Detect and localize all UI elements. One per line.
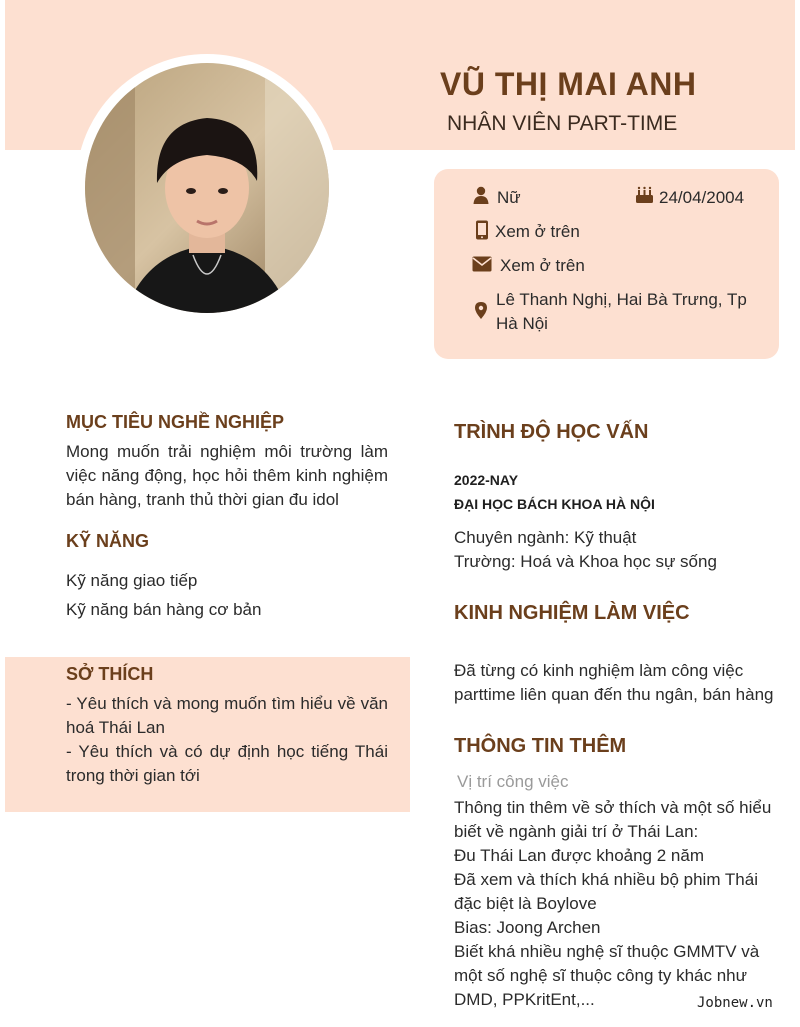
phone-row: [475, 220, 580, 244]
user-icon: [473, 186, 491, 204]
extra-info-line-1: Thông tin thêm về sở thích và một số hiểu biết về ngành giải trí ở Thái Lan:: [454, 798, 772, 841]
skills-title: KỸ NĂNG: [66, 531, 150, 551]
education-period: 2022-NAY: [454, 472, 519, 488]
extra-info-title: THÔNG TIN THÊM: [454, 735, 627, 757]
avatar: [85, 63, 329, 313]
hobby-item-1: - Yêu thích và mong muốn tìm hiểu về văn hoá Thái Lan: [66, 694, 388, 737]
experience-title: KINH NGHIỆM LÀM VIỆC: [454, 602, 690, 624]
objective-text: Mong muốn trải nghiệm môi trường làm việc năng động, học hỏi thêm kinh nghiệm bán hàng, tranh thủ thời gian đu idol: [66, 442, 388, 509]
experience-text: Đã từng có kinh nghiệm làm công việc parttime liên quan đến thu ngân, bán hàng: [454, 661, 774, 704]
gender-text: Nữ: [497, 188, 521, 207]
envelope-icon: [472, 254, 494, 272]
extra-info-line-4: Bias: Joong Archen: [454, 918, 601, 937]
email-text: Xem ở trên: [500, 256, 585, 275]
education-major: Chuyên ngành: Kỹ thuật: [454, 528, 637, 547]
candidate-name: VŨ THỊ MAI ANH: [440, 66, 697, 102]
phone-text: Xem ở trên: [495, 222, 580, 241]
email-row: [472, 254, 585, 278]
skill-item-2: Kỹ năng bán hàng cơ bản: [66, 600, 262, 619]
job-position-placeholder: Vị trí công việc: [457, 772, 569, 791]
extra-info-line-3: Đã xem và thích khá nhiều bộ phim Thái đặc biệt là Boylove: [454, 870, 758, 913]
skill-item-1: Kỹ năng giao tiếp: [66, 571, 198, 590]
birthday-row: [635, 186, 744, 210]
extra-info-line-5: Biết khá nhiều nghệ sĩ thuộc GMMTV và một số nghệ sĩ thuộc công ty khác như DMD, PPKritEnt,...: [454, 942, 760, 1009]
address-row: [475, 288, 747, 336]
hobbies-title: SỞ THÍCH: [66, 664, 154, 684]
education-title: TRÌNH ĐỘ HỌC VẤN: [454, 421, 649, 443]
education-school: ĐẠI HỌC BÁCH KHOA HÀ NỘI: [454, 496, 655, 512]
extra-info-line-2: Đu Thái Lan được khoảng 2 năm: [454, 846, 704, 865]
birthday-cake-icon: [635, 186, 653, 204]
watermark: Jobnew.vn: [697, 995, 773, 1011]
location-pin-icon: [475, 302, 493, 320]
address-line-1: Lê Thanh Nghị, Hai Bà Trưng, Tp: [496, 290, 747, 309]
job-title: NHÂN VIÊN PART-TIME: [447, 112, 678, 135]
birthday-text: 24/04/2004: [659, 188, 745, 207]
address-line-2: Hà Nội: [496, 314, 548, 333]
gender-row: [473, 186, 521, 210]
objective-title: MỤC TIÊU NGHỀ NGHIỆP: [66, 412, 285, 432]
mobile-phone-icon: [475, 220, 493, 238]
education-faculty: Trường: Hoá và Khoa học sự sống: [454, 552, 717, 571]
hobby-item-2: - Yêu thích và có dự định học tiếng Thái trong thời gian tới: [66, 742, 388, 785]
